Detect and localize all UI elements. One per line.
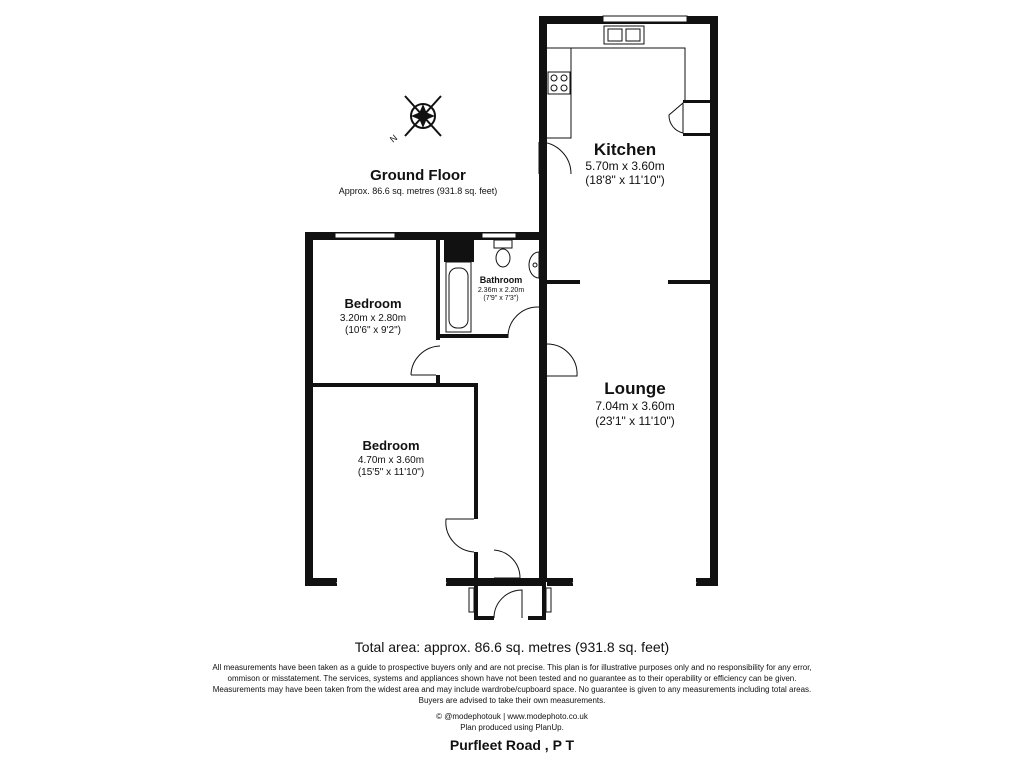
room-metric: 5.70m x 3.60m (585, 159, 665, 173)
room-name: Bedroom (362, 438, 420, 453)
floor-area: Approx. 86.6 sq. metres (931.8 sq. feet) (338, 186, 498, 196)
disclaimer-line: All measurements have been taken as a guide to prospective buyers only and are not precise. This plan is for illustrative purposes only and no responsibility for any error, (212, 663, 812, 672)
basin-icon (529, 252, 539, 278)
room-imperial: (15'5" x 11'10") (357, 467, 425, 478)
toilet-icon (494, 240, 512, 267)
credit (0, 711, 1024, 733)
hob-icon (548, 72, 570, 94)
compass-icon (388, 96, 441, 145)
room-imperial: (7'9" x 7'3") (483, 295, 519, 302)
credit-line: Plan produced using PlanUp. (460, 723, 564, 732)
total-area: Total area: approx. 86.6 sq. metres (931.8 sq. feet) (354, 639, 670, 655)
floor-title: Ground Floor (370, 167, 466, 184)
room-metric: 2.36m x 2.20m (477, 287, 525, 294)
disclaimer-line: ommison or misstatement. The services, systems and appliances shown have not been tested and no guarantee as to their operability or efficiency can be given. (227, 674, 797, 683)
room-name: Bathroom (479, 275, 523, 285)
room-name: Kitchen (593, 140, 657, 159)
room-lounge (595, 379, 675, 428)
room-bedroom-1 (340, 296, 406, 336)
room-imperial: (23'1" x 11'10") (595, 414, 675, 428)
credit-line: © @modephotouk | www.modephoto.co.uk (436, 712, 588, 721)
room-imperial: (10'6" x 9'2") (345, 325, 401, 336)
room-bedroom-2 (358, 438, 424, 478)
disclaimer-line: Measurements may have been taken from the widest area and may include wardrobe/cupboard space. No guarantee is given to any measurements including total areas. (212, 685, 812, 694)
room-metric: 7.04m x 3.60m (595, 399, 675, 413)
disclaimer-line: Buyers are advised to take their own measurements. (418, 696, 606, 705)
room-kitchen (585, 140, 665, 187)
room-metric: 4.70m x 3.60m (357, 455, 425, 466)
room-bathroom (478, 275, 524, 302)
room-name: Bedroom (344, 296, 402, 311)
room-imperial: (18'8" x 11'10") (585, 173, 665, 187)
room-name: Lounge (604, 379, 666, 398)
address: Purfleet Road , P T (449, 737, 575, 753)
room-metric: 3.20m x 2.80m (339, 313, 407, 324)
disclaimer (0, 662, 1024, 706)
compass-north-label: N (387, 132, 400, 145)
bath-icon (446, 262, 471, 332)
